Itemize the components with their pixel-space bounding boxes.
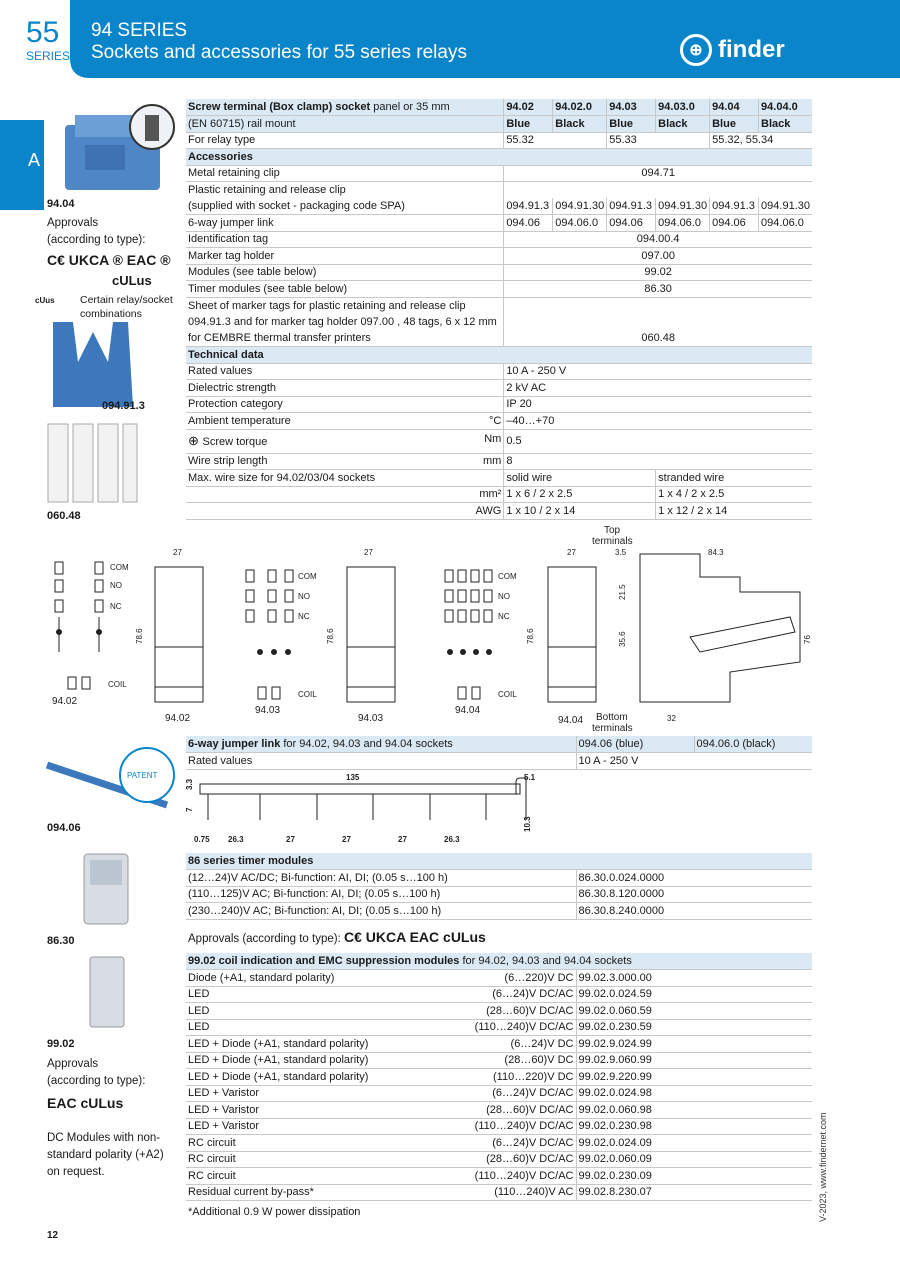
- dim-label: 78.6: [326, 628, 335, 644]
- cell: 99.02.0.060.59: [576, 1003, 812, 1020]
- row-label: Ambient temperature °C: [186, 413, 504, 430]
- dim-label: 0.75: [194, 835, 210, 844]
- col-color: Blue: [607, 116, 656, 133]
- top-terminals-label: terminals: [592, 536, 633, 547]
- cell: 99.02.9.220.99: [576, 1069, 812, 1086]
- row-label: Sheet of marker tags for plastic retaining and release clip: [188, 299, 466, 312]
- dim-label: 35.6: [618, 631, 627, 647]
- timer-module-image: [82, 852, 132, 932]
- term-label: COM: [298, 572, 317, 581]
- row-label: Dielectric strength: [186, 380, 504, 397]
- module-row: [186, 1135, 812, 1152]
- row-label: RC circuit: [186, 1151, 421, 1168]
- cell: 1 x 4 / 2 x 2.5: [656, 486, 812, 503]
- cell: 99.02.9.060.99: [576, 1052, 812, 1069]
- patent-stamp-icon: PATENT: [127, 771, 158, 780]
- jumper-table: [186, 736, 812, 770]
- dim-label: 27: [286, 835, 295, 844]
- diagram-caption: 94.02: [165, 713, 191, 724]
- socket-diagrams: [40, 522, 820, 737]
- cell: 094.06.0 (black): [694, 736, 812, 753]
- col-code: 94.02.0: [553, 99, 607, 116]
- caption-8630: 86.30: [47, 935, 75, 947]
- term-label: COIL: [498, 690, 517, 699]
- cell: 094.91.3: [710, 198, 759, 215]
- row-label: ⊕ Screw torque Nm: [186, 429, 504, 453]
- coil-module-image: [88, 955, 128, 1030]
- term-label: NO: [298, 592, 310, 601]
- row-label: Protection category: [186, 396, 504, 413]
- dim-label: 78.6: [135, 628, 144, 644]
- cell: stranded wire: [656, 470, 812, 487]
- cell: (110…240)V AC: [421, 1184, 576, 1201]
- dim-label: 135: [346, 773, 360, 782]
- brand-name: finder: [718, 36, 785, 63]
- dim-label: 27: [364, 548, 373, 557]
- col-color: Black: [759, 116, 812, 133]
- col-code: 94.04: [710, 99, 759, 116]
- caption-094913: 094.91.3: [102, 400, 145, 412]
- cell: solid wire: [504, 470, 656, 487]
- row-label: for CEMBRE thermal transfer printers: [186, 330, 504, 347]
- diagram-caption: 94.03: [255, 705, 281, 716]
- ul-recognized-icon: cUus: [35, 296, 55, 305]
- row-label: Rated values: [186, 753, 576, 770]
- row-label: Diode (+A1, standard polarity): [186, 970, 421, 987]
- cell: 0.5: [504, 429, 812, 453]
- cell: 99.02.0.230.59: [576, 1019, 812, 1036]
- cell: (28…60)V DC/AC: [421, 1003, 576, 1020]
- cell: 86.30: [504, 281, 812, 298]
- approval-marks-icon: C€ UKCA EAC cULus: [343, 929, 486, 945]
- cell: 99.02.8.230.07: [576, 1184, 812, 1201]
- section-accessories: Accessories: [186, 149, 812, 166]
- row-label: Rated values: [186, 363, 504, 380]
- dim-label: 84.3: [708, 548, 724, 557]
- cell: 99.02.0.024.09: [576, 1135, 812, 1152]
- version-text: V-2023, www.findernet.com: [818, 1112, 828, 1222]
- module-row: [186, 1151, 812, 1168]
- row-label: Plastic retaining and release clip: [188, 184, 346, 196]
- term-label: NO: [110, 581, 122, 590]
- series-number: 55: [26, 16, 60, 49]
- cell: 2 kV AC: [504, 380, 812, 397]
- diagram-caption: 94.04: [558, 715, 584, 726]
- row-label: Wire strip length mm: [186, 453, 504, 470]
- cell: 55.32: [504, 132, 607, 149]
- cell: 094.91.30: [656, 198, 710, 215]
- caption-06048: 060.48: [47, 510, 81, 522]
- series-badge: [26, 18, 70, 62]
- caption-9902: 99.02: [47, 1038, 75, 1050]
- cell: (6…220)V DC: [421, 970, 576, 987]
- cell: 094.00.4: [504, 231, 812, 248]
- cell: 094.06.0: [553, 215, 607, 232]
- dim-label: 78.6: [526, 628, 535, 644]
- cell: 99.02: [504, 264, 812, 281]
- term-label: NC: [298, 612, 310, 621]
- cell: 55.33: [607, 132, 710, 149]
- module-row: [186, 1102, 812, 1119]
- row-label: (230…240)V AC; Bi-function: AI, DI; (0.05 s…100 h): [186, 903, 576, 920]
- cell: 094.71: [504, 165, 812, 182]
- dim-label: 3.5: [615, 548, 627, 557]
- cell: 10 A - 250 V: [504, 363, 812, 380]
- dim-label: 3.3: [185, 778, 194, 790]
- row-label: LED + Varistor: [186, 1085, 421, 1102]
- dim-label: 27: [173, 548, 182, 557]
- approval-marks-icon: C€ UKCA ® EAC ®: [47, 252, 171, 268]
- page-number: 12: [47, 1230, 59, 1241]
- module-row: [186, 1118, 812, 1135]
- col-code: 94.02: [504, 99, 553, 116]
- cell: 1 x 10 / 2 x 14: [504, 503, 656, 520]
- approvals-label: Approvals (according to type):: [47, 217, 146, 246]
- cell: 55.32, 55.34: [710, 132, 812, 149]
- cell: 99.02.0.024.59: [576, 986, 812, 1003]
- row-label: RC circuit: [186, 1168, 421, 1185]
- row-label: 094.91.3 and for marker tag holder 097.00 , 48 tags, 6 x 12 mm: [188, 315, 497, 328]
- approval-marks-icon: EAC cULus: [47, 1095, 124, 1111]
- dim-label: 21.5: [618, 584, 627, 600]
- row-label: LED + Diode (+A1, standard polarity): [186, 1069, 421, 1086]
- jumper-title: 6-way jumper link for 94.02, 94.03 and 94.04 sockets: [186, 736, 576, 753]
- cell: (110…240)V DC/AC: [421, 1118, 576, 1135]
- term-label: NO: [498, 592, 510, 601]
- logo-mark-icon: ⊕: [680, 34, 712, 66]
- row-label: LED + Varistor: [186, 1118, 421, 1135]
- diagram-caption: 94.02: [52, 696, 78, 707]
- col-code: 94.04.0: [759, 99, 812, 116]
- socket-9404-image: [55, 100, 180, 200]
- cul-us-icon: cULus: [112, 273, 152, 288]
- module-row: [186, 1069, 812, 1086]
- dim-label: 5.1: [524, 773, 536, 782]
- row-label: AWG: [186, 503, 504, 520]
- row-label: LED: [186, 1019, 421, 1036]
- timer-table: [186, 853, 812, 920]
- page-title: [91, 20, 467, 64]
- cell: 094.91.3: [504, 198, 553, 215]
- table-title-line2: (EN 60715) rail mount: [186, 116, 504, 133]
- cell: (28…60)V DC: [421, 1052, 576, 1069]
- col-code: 94.03: [607, 99, 656, 116]
- side-tab: A: [0, 120, 44, 210]
- cell: 99.02.9.024.99: [576, 1036, 812, 1053]
- cell: 060.48: [504, 330, 812, 347]
- row-label: Modules (see table below): [186, 264, 504, 281]
- dim-label: 7: [185, 807, 194, 812]
- cell: 10 A - 250 V: [576, 753, 812, 770]
- marker-tags-image: [48, 424, 138, 504]
- approvals-label-2: Approvals (according to type):: [47, 1058, 146, 1087]
- cell: (6…24)V DC/AC: [421, 1135, 576, 1152]
- col-color: Black: [656, 116, 710, 133]
- cell: 99.02.3.000.00: [576, 970, 812, 987]
- module-title: 99.02 coil indication and EMC suppression modules for 94.02, 94.03 and 94.04 sockets: [186, 953, 812, 970]
- cell: 094.06.0: [656, 215, 710, 232]
- cell: (110…240)V DC/AC: [421, 1019, 576, 1036]
- term-label: COM: [110, 563, 129, 572]
- jumper-link-image: [47, 745, 177, 820]
- module-row: [186, 1085, 812, 1102]
- ul-note: Certain relay/socket combinations: [80, 294, 173, 320]
- cell: 99.02.0.060.09: [576, 1151, 812, 1168]
- dim-label: 27: [398, 835, 407, 844]
- dc-note: DC Modules with non-standard polarity (+A2) on request.: [47, 1132, 164, 1178]
- row-label: (12…24)V AC/DC; Bi-function: AI, DI; (0.05 s…100 h): [186, 870, 576, 887]
- cell: (110…240)V DC/AC: [421, 1168, 576, 1185]
- timer-title: 86 series timer modules: [186, 853, 812, 870]
- row-label: Identification tag: [186, 231, 504, 248]
- dim-label: 26.3: [228, 835, 244, 844]
- module-row: [186, 1168, 812, 1185]
- bottom-terminals-label: terminals: [592, 723, 633, 734]
- cell: 99.02.0.024.98: [576, 1085, 812, 1102]
- cell: –40…+70: [504, 413, 812, 430]
- row-label: RC circuit: [186, 1135, 421, 1152]
- title-line2: Sockets and accessories for 55 series relays: [91, 42, 467, 63]
- cell: 86.30.0.024.0000: [576, 870, 812, 887]
- cell: 99.02.0.060.98: [576, 1102, 812, 1119]
- cell: 86.30.8.120.0000: [576, 886, 812, 903]
- module-row: [186, 986, 812, 1003]
- dim-label: 32: [667, 714, 676, 723]
- col-color: Black: [553, 116, 607, 133]
- footnote: *Additional 0.9 W power dissipation: [188, 1206, 361, 1218]
- series-label: SERIES: [26, 49, 71, 63]
- row-label: LED + Diode (+A1, standard polarity): [186, 1036, 421, 1053]
- cell: 094.06: [710, 215, 759, 232]
- section-technical: Technical data: [186, 347, 812, 364]
- jumper-drawing: [186, 772, 546, 847]
- row-label: (110…125)V AC; Bi-function: AI, DI; (0.05 s…100 h): [186, 886, 576, 903]
- dim-label: 27: [567, 548, 576, 557]
- cell: 99.02.0.230.09: [576, 1168, 812, 1185]
- caption-9404: 94.04: [47, 198, 75, 210]
- row-label: Timer modules (see table below): [186, 281, 504, 298]
- cell: 1 x 6 / 2 x 2.5: [504, 486, 656, 503]
- cell: 8: [504, 453, 812, 470]
- module-row: [186, 1184, 812, 1201]
- module-row: [186, 1052, 812, 1069]
- cell: 094.91.30: [553, 198, 607, 215]
- cell: 99.02.0.230.98: [576, 1118, 812, 1135]
- cell: 094.06: [607, 215, 656, 232]
- term-label: COIL: [298, 690, 317, 699]
- col-color: Blue: [710, 116, 759, 133]
- finder-logo: [680, 30, 810, 70]
- bottom-terminals-label: Bottom: [596, 712, 628, 723]
- cell: 094.91.30: [759, 198, 812, 215]
- cell: (110…220)V DC: [421, 1069, 576, 1086]
- row-label: LED + Varistor: [186, 1102, 421, 1119]
- row-label: LED: [186, 986, 421, 1003]
- clip-094913-image: [48, 322, 138, 412]
- cell: 094.06.0: [759, 215, 812, 232]
- cell: 1 x 12 / 2 x 14: [656, 503, 812, 520]
- col-color: Blue: [504, 116, 553, 133]
- top-terminals-label: Top: [604, 525, 621, 536]
- dim-label: 10.3: [523, 816, 532, 832]
- row-label: Max. wire size for 94.02/03/04 sockets: [186, 470, 504, 487]
- table-title: Screw terminal (Box clamp) socket panel or 35 mm: [186, 99, 504, 116]
- cell: [504, 182, 812, 199]
- row-label: mm²: [186, 486, 504, 503]
- row-label: LED: [186, 1003, 421, 1020]
- dim-label: 76: [803, 635, 812, 644]
- cell: 86.30.8.240.0000: [576, 903, 812, 920]
- caption-09406: 094.06: [47, 822, 81, 834]
- term-label: COM: [498, 572, 517, 581]
- cell: 094.06: [504, 215, 553, 232]
- dim-label: 27: [342, 835, 351, 844]
- row-label: (supplied with socket - packaging code SPA): [186, 198, 504, 215]
- cell: (6…24)V DC/AC: [421, 1085, 576, 1102]
- row-label: Residual current by-pass*: [186, 1184, 421, 1201]
- module-row: [186, 1003, 812, 1020]
- diagram-caption: 94.03: [358, 713, 384, 724]
- cell: 094.91.3: [607, 198, 656, 215]
- col-code: 94.03.0: [656, 99, 710, 116]
- module-row: [186, 970, 812, 987]
- dim-label: 26.3: [444, 835, 460, 844]
- screw-torque-icon: ⊕: [188, 433, 203, 448]
- row-label: LED + Diode (+A1, standard polarity): [186, 1052, 421, 1069]
- row-label: Metal retaining clip: [186, 165, 504, 182]
- row-label: For relay type: [186, 132, 504, 149]
- row-label: Marker tag holder: [186, 248, 504, 265]
- diagram-caption: 94.04: [455, 705, 481, 716]
- module-table: [186, 953, 812, 1201]
- timer-approvals: Approvals (according to type): C€ UKCA EAC cULus: [188, 929, 486, 945]
- term-label: COIL: [108, 680, 127, 689]
- module-row: [186, 1019, 812, 1036]
- cell: 097.00: [504, 248, 812, 265]
- module-row: [186, 1036, 812, 1053]
- cell: (6…24)V DC/AC: [421, 986, 576, 1003]
- row-label: 6-way jumper link: [186, 215, 504, 232]
- term-label: NC: [110, 602, 122, 611]
- cell: IP 20: [504, 396, 812, 413]
- cell: 094.06 (blue): [576, 736, 694, 753]
- term-label: NC: [498, 612, 510, 621]
- socket-spec-table: [186, 99, 812, 520]
- cell: (28…60)V DC/AC: [421, 1102, 576, 1119]
- cell: (6…24)V DC: [421, 1036, 576, 1053]
- title-line1: 94 SERIES: [91, 20, 188, 41]
- cell: (28…60)V DC/AC: [421, 1151, 576, 1168]
